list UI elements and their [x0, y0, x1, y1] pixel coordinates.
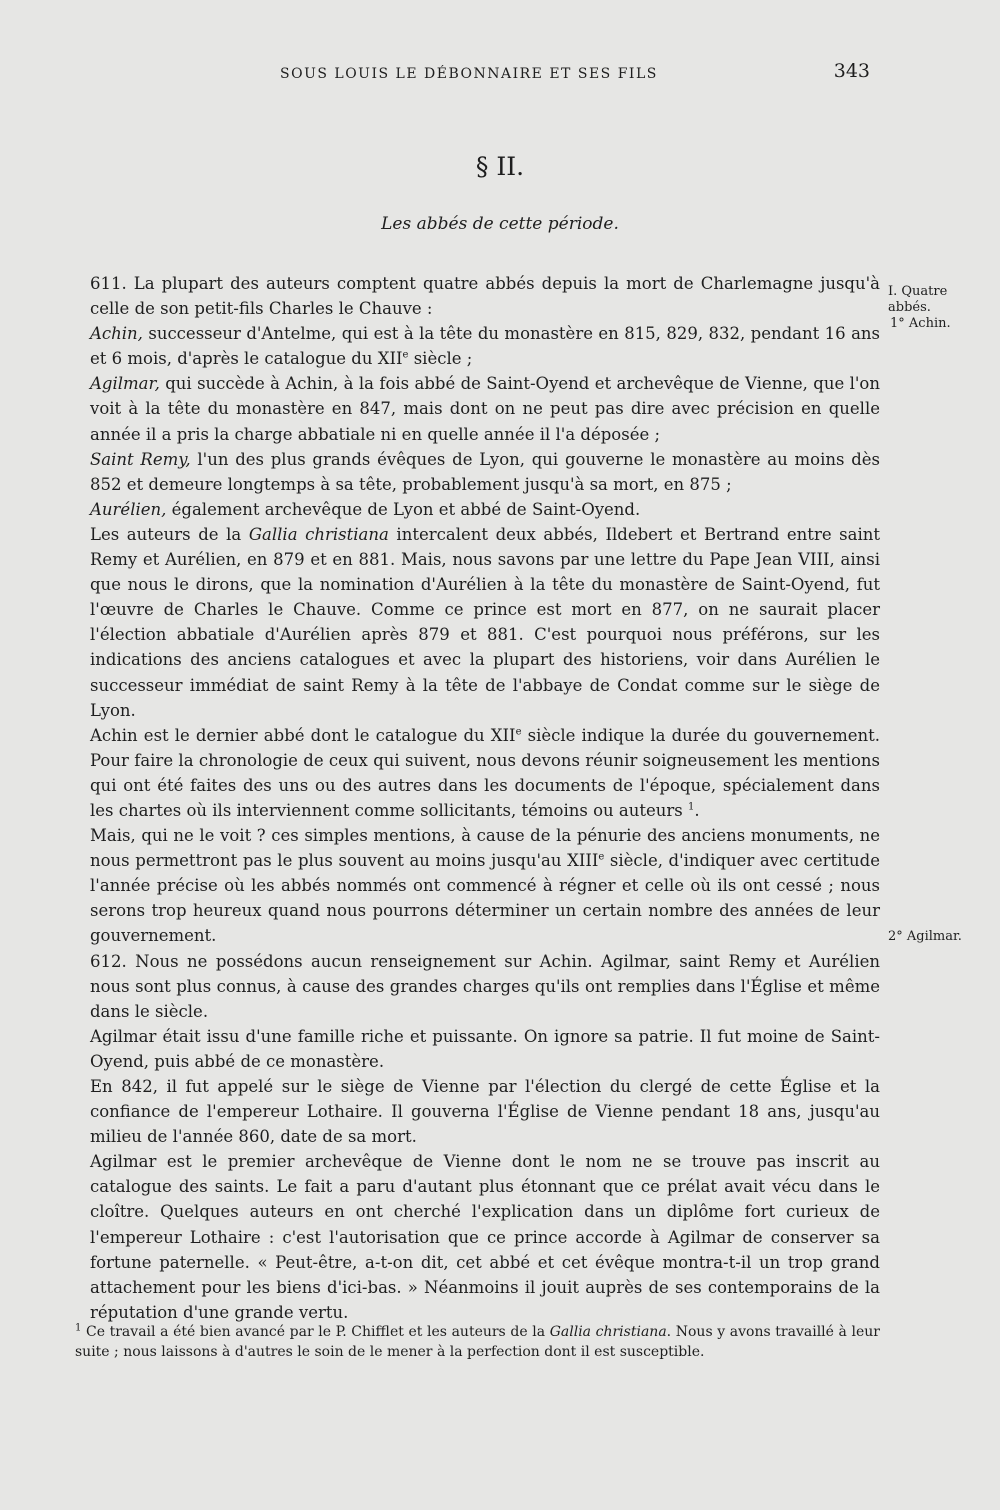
superscript: e: [402, 349, 409, 361]
paragraph: [90, 1024, 880, 1074]
superscript: e: [598, 851, 605, 863]
italic-text: Gallia christiana: [248, 524, 389, 544]
paragraph: [90, 271, 880, 321]
page-header: [60, 60, 870, 90]
text-run: successeur d'Antelme, qui est à la tête du monastère en 815, 829, 832, pendant 16 ans et 6 mois, d'après le catalogue du XII: [90, 324, 880, 369]
text-run: l'un des plus grands évêques de Lyon, qui gouverne le monastère au moins dès 852 et demeure longtemps à sa tête, probablement jusqu'à sa mort, en 875 ;: [90, 449, 880, 494]
paragraph: [90, 497, 880, 522]
paragraph: [90, 949, 880, 1024]
margin-note-achin: 1° Achin.: [890, 316, 951, 331]
text-run: Achin est le dernier abbé dont le catalogue du XII: [90, 725, 516, 745]
superscript: 1: [688, 801, 695, 813]
text-run: 611. La plupart des auteurs comptent quatre abbés depuis la mort de Charlemagne jusqu'à celle de son petit-fils Charles le Chauve :: [90, 274, 880, 319]
page-number: 343: [833, 60, 870, 82]
text-run: Mais, qui ne le voit ? ces simples mentions, à cause de la pénurie des anciens monuments, ne nous permettront pas le plus souvent au moins jusqu'au XIII: [90, 826, 880, 871]
body-text: [90, 271, 880, 1325]
margin-note-quatre-abbes: I. Quatre abbés.: [888, 284, 948, 315]
paragraph: [90, 321, 880, 371]
text-run: Agilmar était issu d'une famille riche et puissante. On ignore sa patrie. Il fut moine de Saint-Oyend, puis abbé de ce monastère.: [90, 1026, 880, 1071]
text-run: Ce travail a été bien avancé par le P. Chifflet et les auteurs de la: [81, 1324, 550, 1340]
text-run: Les auteurs de la: [90, 524, 249, 544]
text-run: également archevêque de Lyon et abbé de Saint-Oyend.: [166, 499, 641, 519]
running-title: SOUS LOUIS LE DÉBONNAIRE ET SES FILS: [280, 66, 658, 82]
footnote-marker: 1: [75, 1322, 82, 1334]
italic-text: Saint Remy,: [90, 449, 191, 469]
italic-text: Gallia christiana: [549, 1324, 667, 1340]
section-subtitle: Les abbés de cette période.: [381, 214, 619, 234]
superscript: e: [515, 726, 522, 738]
paragraph: [90, 1074, 880, 1149]
section-heading: § II.: [475, 152, 525, 181]
text-run: .: [694, 800, 700, 820]
text-run: siècle ;: [408, 349, 473, 369]
text-run: siècle indique la durée du gouvernement. Pour faire la chronologie de ceux qui suivent, nous devons réunir soigneusement les mentions qui ont été faites des uns ou des autres dans les documents de l'époque, spécialement dans les chartes où ils interviennent comme sollicitants, témoins ou auteurs: [90, 725, 880, 820]
italic-text: Agilmar,: [90, 374, 160, 394]
margin-note-agilmar: 2° Agilmar.: [888, 929, 962, 944]
paragraph: [90, 1149, 880, 1325]
paragraph: [90, 823, 880, 948]
italic-text: Achin,: [90, 324, 143, 344]
italic-text: Aurélien,: [90, 499, 167, 519]
text-run: En 842, il fut appelé sur le siège de Vienne par l'élection du clergé de cette Église et la confiance de l'empereur Lothaire. Il gouverna l'Église de Vienne pendant 18 ans, jusqu'au milieu de l'année 860, date de sa mort.: [90, 1077, 880, 1147]
text-run: 612. Nous ne possédons aucun renseignement sur Achin. Agilmar, saint Remy et Aurélien nous sont plus connus, à cause des grandes charges qu'ils ont remplies dans l'Église et même dans le siècle.: [90, 951, 880, 1021]
paragraph: [90, 447, 880, 497]
text-run: Agilmar est le premier archevêque de Vienne dont le nom ne se trouve pas inscrit au catalogue des saints. Le fait a paru d'autant plus étonnant que ce prélat avait vécu dans le cloître. Quelques auteurs en ont cherché l'explication dans un diplôme fort curieux de l'empereur Lothaire : c'est l'autorisation que ce prince accorde à Agilmar de conserver sa fortune paternelle. « Peut-être, a-t-on dit, cet abbé et cet évêque montra-t-il un trop grand attachement pour les biens d'ici-bas. » Néanmoins il jouit auprès de ses contemporains de la réputation d'une grande vertu.: [90, 1152, 880, 1322]
text-run: . Nous y avons travaillé à leur suite ; nous laissons à d'autres le soin de le mener à la perfection dont il est susceptible.: [75, 1324, 880, 1360]
text-run: siècle, d'indiquer avec certitude l'année précise où les abbés nommés ont commencé à régner et celle où ils ont cessé ; nous serons trop heureux quand nous pourrons déterminer un certain nombre des années de leur gouvernement.: [90, 851, 880, 946]
text-run: qui succède à Achin, à la fois abbé de Saint-Oyend et archevêque de Vienne, que l'on voit à la tête du monastère en 847, mais dont on ne peut pas dire avec précision en quelle année il a pris la charge abbatiale ni en quelle année il l'a déposée ;: [90, 374, 880, 444]
paragraph: [90, 723, 880, 823]
paragraph: [90, 371, 880, 446]
paragraph: [90, 522, 880, 723]
text-run: intercalent deux abbés, Ildebert et Bertrand entre saint Remy et Aurélien, en 879 et en 881. Mais, nous savons par une lettre du Pape Jean VIII, ainsi que nous le dirons, que la nomination d'Aurélien à la tête du monastère de Saint-Oyend, fut l'œuvre de Charles le Chauve. Comme ce prince est mort en 877, on ne saurait placer l'élection abbatiale d'Aurélien après 879 et 881. C'est pourquoi nous préférons, sur les indications des anciens catalogues et avec la plupart des historiens, voir dans Aurélien le successeur immédiat de saint Remy à la tête de l'abbaye de Condat comme sur le siège de Lyon.: [90, 524, 881, 720]
footnote: [75, 1323, 880, 1362]
